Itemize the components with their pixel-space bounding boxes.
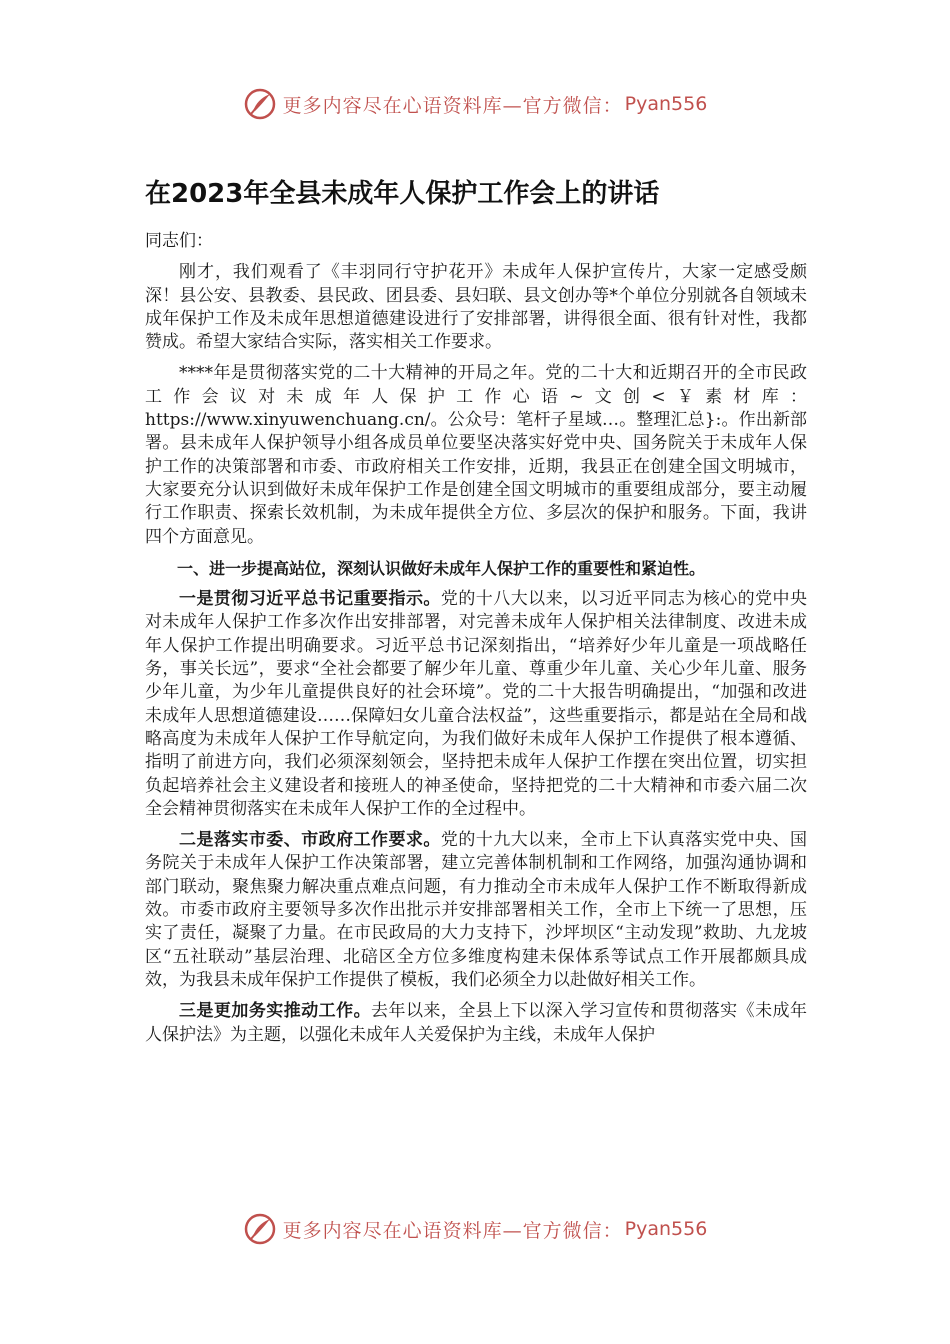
paragraph-2 [145,362,807,548]
page-title: 在2023年全县未成年人保护工作会上的讲话 [145,179,660,209]
section-heading: 一、进一步提高站位，深刻认识做好未成年人保护工作的重要性和紧迫性。 [177,558,706,578]
point-lead: 一是贯彻习近平总书记重要指示。 [179,589,441,610]
point-lead: 二是落实市委、市政府工作要求。 [179,830,441,851]
logo-icon [243,87,277,121]
document-body [145,230,807,1055]
wechat-id: Pyan556 [624,93,708,115]
point-3 [145,1000,807,1047]
banner-text: 更多内容尽在心语资料库—官方微信： [282,1219,623,1242]
paragraph-text: 刚才，我们观看了《丰羽同行守护花开》未成年人保护宣传片，大家一定感受颇深！县公安、县教委、县民政、团县委、县妇联、县文创办等*个单位分别就各自领域未成年保护工作及未成年思想道德建设进行了安排部署，讲得很全面、很有针对性，我都赞成。希望大家结合实际，落实相关工作要求。 [145,262,807,353]
point-1 [145,588,807,821]
banner-text: 更多内容尽在心语资料库—官方微信： [282,94,623,117]
point-2 [145,829,807,992]
paragraph-text: ****年是贯彻落实党的二十大精神的开局之年。党的二十大和近期召开的全市民政工作会议对未成年人保护工作心语~文创<￥素材库：https://www.xinyuwenchuang.cn/。公众号：笔杆子星域…。整理汇总}:。作出新部署。县未成年人保护领导小组各成员单位要坚决落实好党中央、国务院关于未成年人保护工作的决策部署和市委、市政府相关工作安排，近期，我县正在创建全国文明城市，大家要充分认识到做好未成年保护工作是创建全国文明城市的重要组成部分，要主动履行工作职责、探索长效机制，为未成年提供全方位、多层次的保护和服务。下面，我讲四个方面意见。 [145,363,807,547]
point-text: 党的十九大以来，全市上下认真落实党中央、国务院关于未成年人保护工作决策部署，建立完善体制机制和工作网络，加强沟通协调和部门联动，聚焦聚力解决重点难点问题，有力推动全市未成年人保护工作不断取得新成效。市委市政府主要领导多次作出批示并安排部署相关工作，全市上下统一了思想，压实了责任，凝聚了力量。在市民政局的大力支持下，沙坪坝区“主动发现”救助、九龙坡区“五社联动”基层治理、北碚区全方位多维度构建未保体系等试点工作开展都颇具成效，为我县未成年保护工作提供了模板，我们必须全力以赴做好相关工作。 [145,830,808,990]
footer-banner [0,1207,950,1251]
wechat-id: Pyan556 [624,1218,708,1240]
salutation: 同志们： [145,231,213,251]
point-lead: 三是更加务实推动工作。 [179,1001,372,1022]
point-text: 去年以来，全县上下以深入学习宣传和贯彻落实《未成年人保护法》为主题，以强化未成年人关爱保护为主线，未成年人保护 [145,1001,808,1045]
paragraph-1 [145,261,807,354]
point-text: 党的十八大以来，以习近平同志为核心的党中央对未成年人保护工作多次作出安排部署，对完善未成年人保护相关法律制度、改进未成年人保护工作提出明确要求。习近平总书记深刻指出，“培养好少年儿童是一项战略任务，事关长远”，要求“全社会都要了解少年儿童、尊重少年儿童、关心少年儿童、服务少年儿童，为少年儿童提供良好的社会环境”。党的二十大报告明确提出，“加强和改进未成年人思想道德建设……保障妇女儿童合法权益”，这些重要指示，都是站在全局和战略高度为未成年人保护工作导航定向，为我们做好未成年人保护工作提供了根本遵循、指明了前进方向，我们必须深刻领会，坚持把未成年人保护工作摆在突出位置，切实担负起培养社会主义建设者和接班人的神圣使命，坚持把党的二十大精神和市委六届二次全会精神贯彻落实在未成年人保护工作的全过程中。 [145,589,808,819]
logo-icon [243,1212,277,1246]
header-banner [0,82,950,126]
